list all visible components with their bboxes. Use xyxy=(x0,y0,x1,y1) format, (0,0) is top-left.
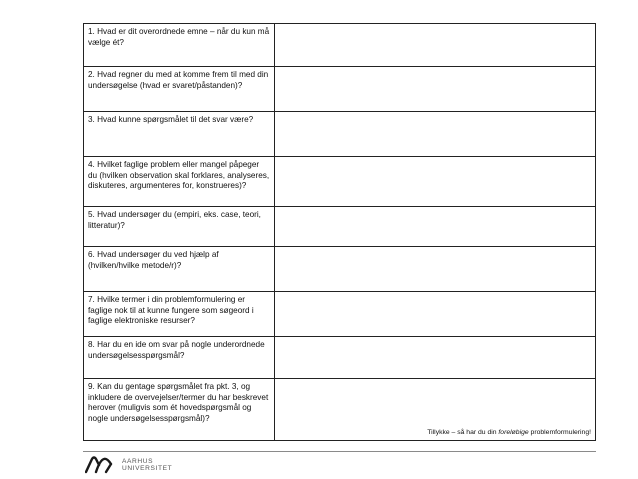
answer-cell[interactable] xyxy=(275,337,596,379)
question-text: Hvilket faglige problem eller mangel påpeger du (hvilken observation skal forklares, analyseres, diskuteres, argumenteres for, konstrueres)? xyxy=(88,160,270,191)
table-row xyxy=(84,379,596,441)
question-number: 5. xyxy=(88,210,95,219)
question-cell xyxy=(84,337,275,379)
answer-cell[interactable] xyxy=(275,112,596,157)
question-text: Har du en ide om svar på nogle underordnede undersøgelsesspørgsmål? xyxy=(88,340,265,360)
table-row xyxy=(84,157,596,207)
logo-line-2: UNIVERSITET xyxy=(122,465,173,472)
congrats-text-after: problemformulering! xyxy=(528,429,591,436)
answer-cell[interactable] xyxy=(275,67,596,112)
question-text: Hvad er dit overordnede emne – når du kun må vælge ét? xyxy=(88,27,270,47)
question-cell xyxy=(84,112,275,157)
question-cell xyxy=(84,292,275,337)
congrats-note xyxy=(427,429,591,437)
answer-cell[interactable] xyxy=(275,207,596,247)
footer-divider xyxy=(83,451,596,452)
answer-cell[interactable] xyxy=(275,157,596,207)
table-row xyxy=(84,67,596,112)
table-row xyxy=(84,207,596,247)
question-number: 8. xyxy=(88,340,95,349)
table-row xyxy=(84,112,596,157)
congrats-text-before: Tillykke – så har du din xyxy=(427,429,499,436)
answer-cell[interactable] xyxy=(275,24,596,67)
logo-wordmark xyxy=(122,458,172,473)
problem-formulation-table xyxy=(83,23,596,441)
logo-line-1: AARHUS xyxy=(122,457,154,465)
question-cell xyxy=(84,157,275,207)
question-number: 6. xyxy=(88,250,95,259)
congrats-emphasis: foreløbige xyxy=(498,429,529,436)
answer-cell[interactable] xyxy=(275,379,596,441)
question-cell xyxy=(84,67,275,112)
question-text: Hvad undersøger du (empiri, eks. case, teori, litteratur)? xyxy=(88,210,261,230)
question-number: 9. xyxy=(88,382,95,391)
aarhus-seal-icon xyxy=(85,456,113,474)
question-text: Hvad kunne spørgsmålet til det svar være? xyxy=(97,115,254,124)
question-cell xyxy=(84,207,275,247)
question-cell xyxy=(84,247,275,292)
question-number: 3. xyxy=(88,115,95,124)
university-logo xyxy=(85,455,172,475)
question-text: Hvad undersøger du ved hjælp af (hvilken/hvilke metode/r)? xyxy=(88,250,219,270)
question-number: 4. xyxy=(88,160,95,169)
question-cell xyxy=(84,24,275,67)
question-text: Hvilke termer i din problemformulering er faglige nok til at kunne fungere som søgeord i faglige elektroniske resurser? xyxy=(88,295,254,326)
table-row xyxy=(84,337,596,379)
question-text: Hvad regner du med at komme frem til med din undersøgelse (hvad er svaret/påstanden)? xyxy=(88,70,269,90)
answer-cell[interactable] xyxy=(275,292,596,337)
question-cell xyxy=(84,379,275,441)
question-number: 2. xyxy=(88,70,95,79)
table-row xyxy=(84,24,596,67)
question-number: 1. xyxy=(88,27,95,36)
question-text: Kan du gentage spørgsmålet fra pkt. 3, og inkludere de overvejelser/termer du har beskrevet herover (muligvis som ét hovedspørgsmål og nogle undersøgelsesspørgsmål)? xyxy=(88,382,269,423)
table-row xyxy=(84,247,596,292)
question-number: 7. xyxy=(88,295,95,304)
answer-cell[interactable] xyxy=(275,247,596,292)
table-row xyxy=(84,292,596,337)
